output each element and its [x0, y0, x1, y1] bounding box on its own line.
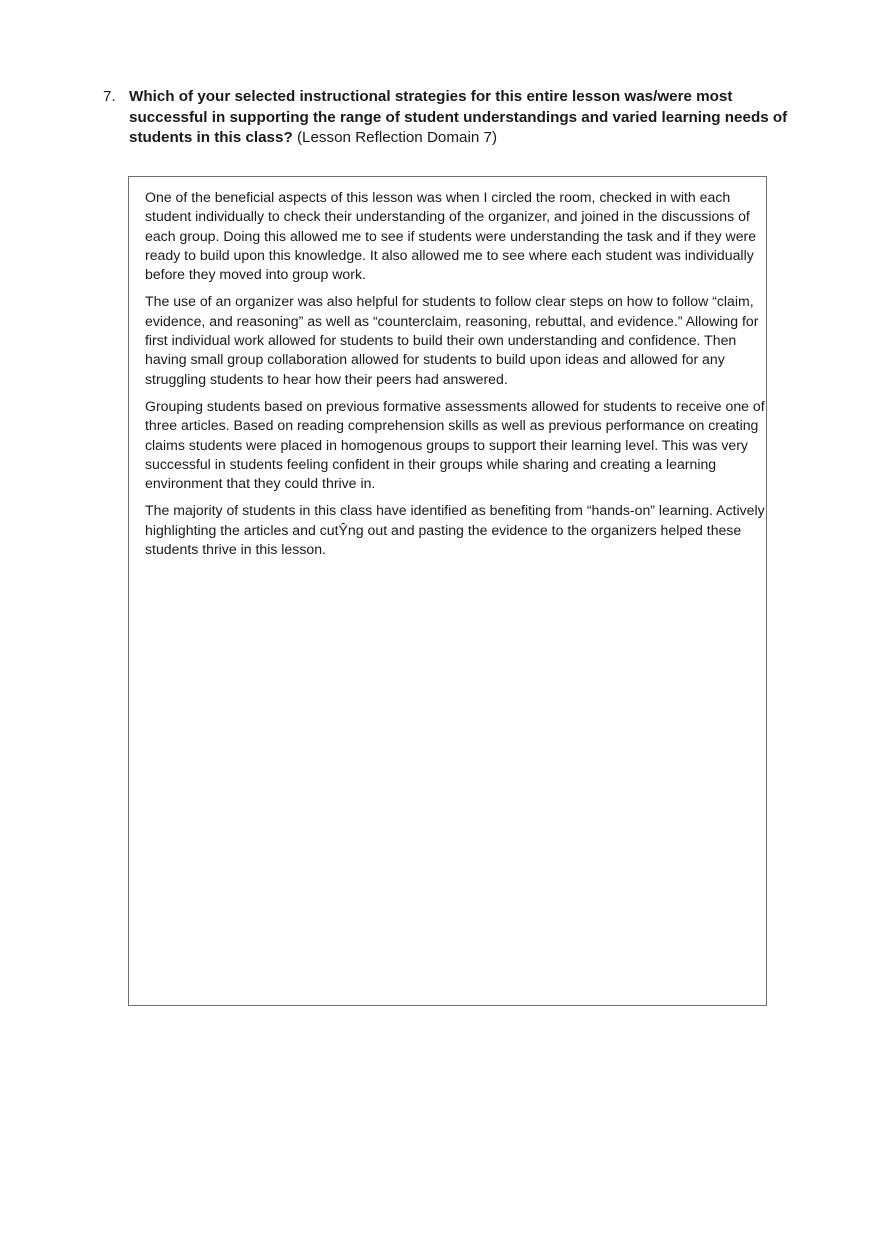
answer-box [128, 176, 767, 1006]
question-number: 7. [103, 88, 116, 105]
answer-paragraph: The use of an organizer was also helpful for students to follow clear steps on how to follow “claim, evidence, and reasoning” as well as “counterclaim, reasoning, rebuttal, and evidence.” Allowing for first individual work allowed for students to build their own understanding and confidence. Then having small group collaboration allowed for students to build upon ideas and allowed for any struggling students to hear how their peers had answered. [145, 293, 759, 387]
question-suffix: (Lesson Reflection Domain 7) [292, 129, 498, 146]
question-text [129, 87, 803, 149]
answer-paragraph: The majority of students in this class have identified as benefiting from “hands-on” learning. Actively highlighting the articles and cutŶng out and pasting the evidence to the organizers helped these students thrive in this lesson. [145, 502, 765, 558]
answer-paragraph: Grouping students based on previous formative assessments allowed for students to receive one of three articles. Based on reading comprehension skills as well as previous performance on creating claims students were placed in homogenous groups to support their learning level. This was very successful in students feeling confident in their groups while sharing and creating a learning environment that they could thrive in. [145, 397, 765, 492]
question-bold-text: Which of your selected instructional strategies for this entire lesson was/were most successful in supporting the range of student understandings and varied learning needs of students in this class? [129, 88, 788, 146]
question-prompt [103, 87, 803, 149]
answer-paragraph: One of the beneficial aspects of this lesson was when I circled the room, checked in with each student individually to check their understanding of the organizer, and joined in the discussions of each group. Doing this allowed me to see if students were understanding the task and if they were ready to build upon this knowledge. It also allowed me to see where each student was individually before they moved into group work. [145, 189, 757, 283]
